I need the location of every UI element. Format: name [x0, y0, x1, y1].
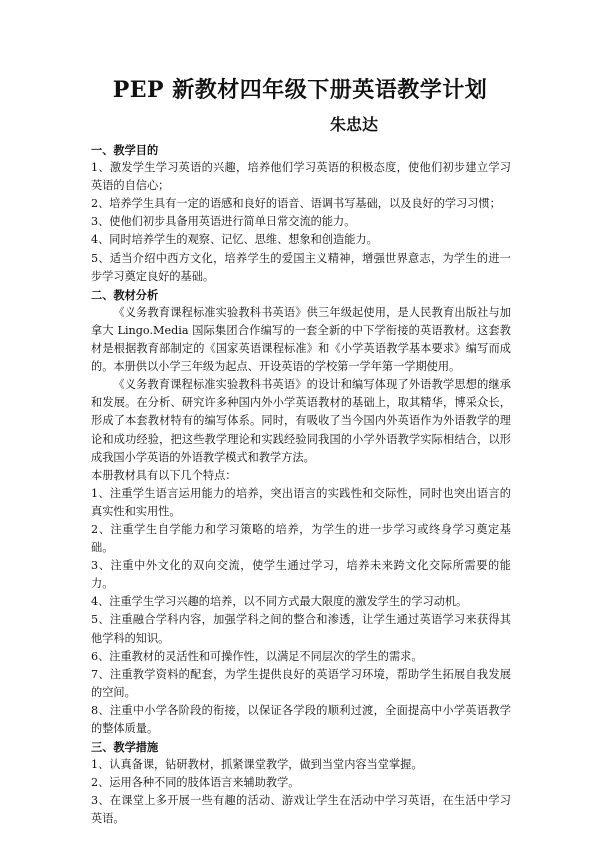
measure-item: 3、在课堂上多开展一些有趣的活动、游戏让学生在活动中学习英语，在生活中学习英语。 — [91, 794, 511, 826]
section-heading-analysis: 二、教材分析 — [91, 287, 159, 302]
section-heading-measures: 三、教学措施 — [91, 740, 159, 755]
feature-item: 2、注重学生自学能力和学习策略的培养，为学生的进一步学习或终身学习奠定基础。 — [91, 522, 511, 555]
document-title: PEP 新教材四年级下册英语教学计划 — [112, 77, 488, 103]
feature-item: 7、注重教学资料的配套，为学生提供良好的英语学习环境，帮助学生拓展自我发展的空间。 — [91, 667, 511, 699]
analysis-paragraph: 《义务教育课程标准实验教科书英语》供三年级起使用，是人民教育出版社与加拿大 Lingo.Media 国际集团合作编写的一套全新的中下学衔接的英语教材。这套教材是根据教育部制定的《国家英语课程标准》和《小学英语教学基本要求》编写而成的。本册供以小学三年级为起点、开设英语的学校第一学年第一学期使用。 — [91, 305, 511, 374]
feature-item: 6、注重教材的灵活性和可操作性，以满足不同层次的学生的需求。 — [91, 649, 423, 663]
measure-item: 2、运用各种不同的肢体语言来辅助教学。 — [91, 776, 300, 790]
objective-item: 5、适当介绍中西方文化，培养学生的爱国主义精神，增强世界意志，为学生的进一步学习奠定良好的基础。 — [91, 251, 511, 283]
objective-item: 1、激发学生学习英语的兴趣，培养他们学习英语的积极态度，使他们初步建立学习英语的自信心； — [91, 161, 511, 193]
analysis-paragraph: 《义务教育课程标准实验教科书英语》的设计和编写体现了外语教学思想的继承和发展。在分析、研究许多种国内外小学英语教材的基础上，取其精华，博采众长，形成了本套教材特有的编写体系。同时，有吸收了当今国内外英语作为外语教学的理论和成功经验，把这些教学理论和实践经验同我国的小学外语教学实际相结合，以形成我国小学英语的外语教学模式和教学方法。 — [91, 378, 511, 464]
section-heading-objectives: 一、教学目的 — [91, 143, 159, 157]
objective-item: 2、培养学生具有一定的语感和良好的语音、语调书写基础，以及良好的学习习惯； — [91, 197, 501, 211]
measure-item: 1、认真备课，钻研教材，抓紧课堂教学，做到当堂内容当堂掌握。 — [91, 758, 423, 772]
features-intro: 本册教材具有以下几个特点： — [91, 468, 237, 482]
feature-item: 3、注重中外文化的双向交流，使学生通过学习，培养未来跨文化交际所需要的能力。 — [91, 559, 511, 591]
feature-item: 4、注重学生学习兴趣的培养，以不同方式最大限度的激发学生的学习动机。 — [91, 595, 468, 609]
feature-item: 1、注重学生语言运用能力的培养，突出语言的实践性和交际性，同时也突出语言的真实性和实用性。 — [91, 486, 511, 518]
author-name: 朱忠达 — [330, 115, 379, 134]
objective-item: 3、使他们初步具备用英语进行简单日常交流的能力。 — [91, 215, 356, 229]
feature-item: 5、注重融合学科内容，加强学科之间的整合和渗透，让学生通过英语学习来获得其他学科的知识。 — [91, 613, 511, 645]
document-body — [91, 141, 511, 829]
feature-item: 8、注重中小学各阶段的衔接，以保证各学段的顺利过渡，全面提高中小学英语教学的整体质量。 — [91, 703, 511, 735]
objective-item: 4、同时培养学生的观察、记忆、思维、想象和创造能力。 — [91, 233, 378, 247]
